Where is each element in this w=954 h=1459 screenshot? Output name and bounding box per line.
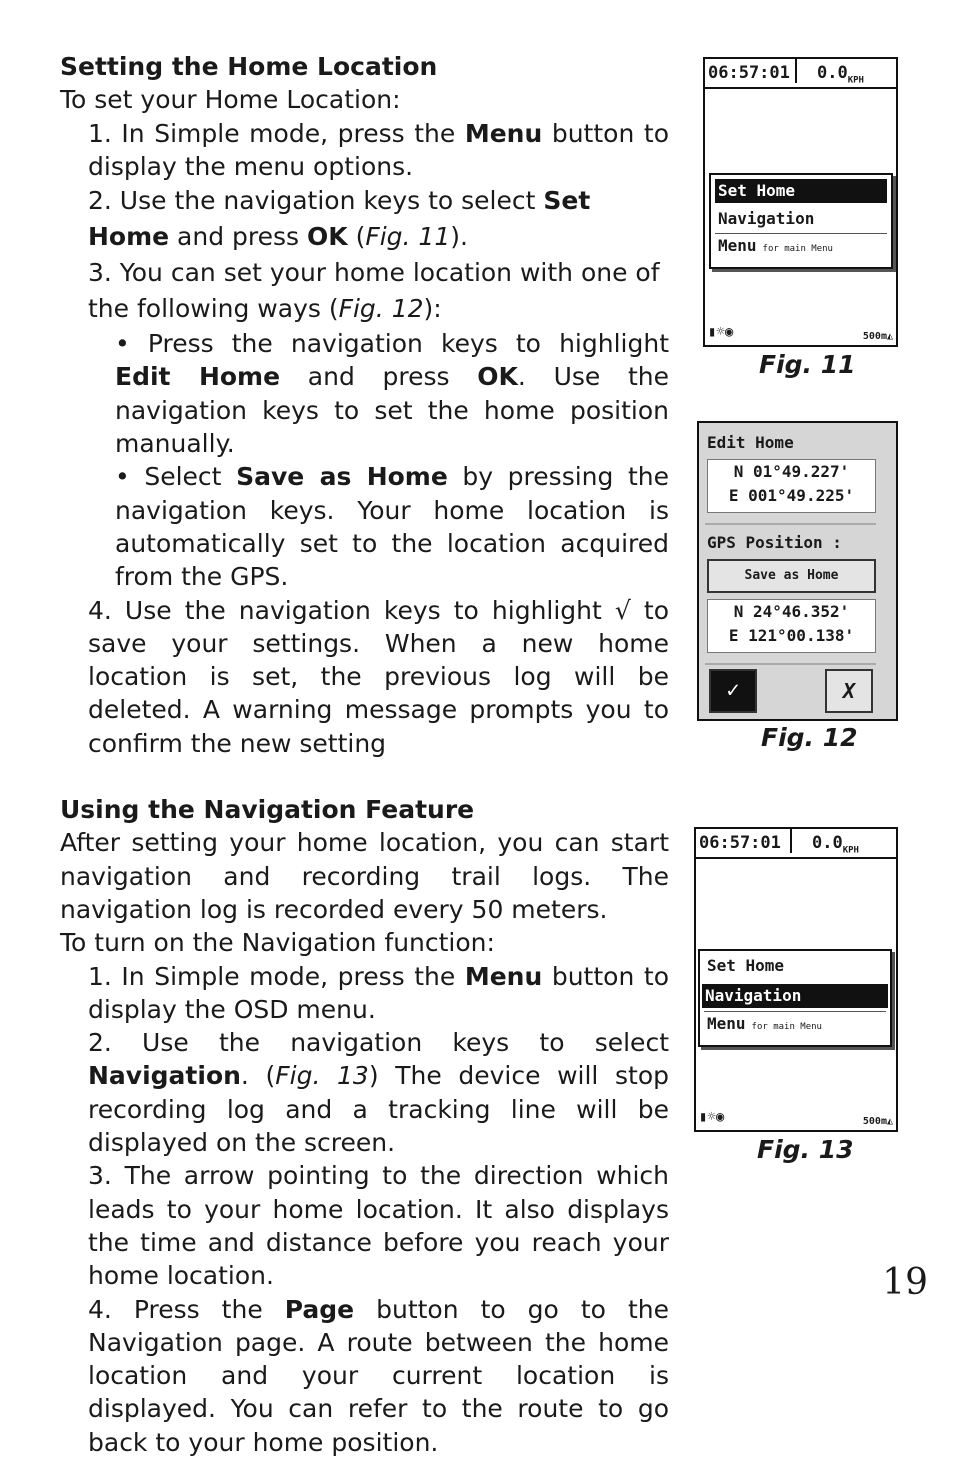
- figure-caption: Fig. 12: [761, 723, 858, 752]
- section-heading-navigation: Using the Navigation Feature: [60, 795, 475, 825]
- gps-lon: E 121°00.138': [728, 626, 855, 645]
- bullet-edit-home: • Press the navigation keys to highlight Edit Home and press OK. Use the navigation keys to set the home position manually.: [115, 329, 670, 459]
- clock: 06:57:01: [708, 63, 790, 83]
- bullet-save-as-home: • Select Save as Home by pressing the navigation keys. Your home location is automatically set to the location acquired from the GPS.: [115, 462, 670, 592]
- gps-position-label: GPS Position :: [707, 533, 842, 552]
- menu-item-navigation[interactable]: Navigation: [718, 209, 815, 228]
- scale-indicator: 500m◭: [862, 331, 893, 342]
- page-number: 19: [882, 1262, 928, 1303]
- home-coordinates[interactable]: [707, 459, 876, 513]
- menu-item-set-home[interactable]: Set Home: [707, 956, 785, 975]
- title-bar: [696, 829, 896, 859]
- figure-caption: Fig. 13: [757, 1135, 854, 1164]
- battery-icon: ▮☼◉: [708, 324, 734, 340]
- cancel-x-button[interactable]: X: [825, 669, 873, 713]
- status-bar: [708, 324, 893, 342]
- step-2: 2. Use the navigation keys to select Set Home and press OK (Fig. 11).: [88, 186, 591, 252]
- edit-home-title: Edit Home: [707, 433, 794, 452]
- confirm-check-button[interactable]: ✓: [709, 669, 757, 713]
- menu-item-menu[interactable]: Menu for main Menu: [704, 1011, 886, 1036]
- step-2: 2. Use the navigation keys to select Navigation. (Fig. 13) The device will stop recording log and a tracking line will be displayed on the screen.: [88, 1028, 669, 1158]
- fig12-edit-home-screen: [697, 421, 898, 721]
- paragraph: To set your Home Location:: [60, 85, 401, 115]
- speed: $0.0_{KPH}$: [790, 829, 859, 853]
- clock: 06:57:01: [699, 833, 781, 853]
- step-4: 4. Press the Page button to go to the Navigation page. A route between the home location and your current location is displayed. You can refer to the route to go back to your home position.: [88, 1294, 669, 1457]
- menu-item-navigation[interactable]: Navigation: [702, 984, 888, 1008]
- speed: $0.0_{KPH}$: [795, 59, 864, 83]
- paragraph: After setting your home location, you can start navigation and recording trail logs. The navigation log is recorded every 50 meters.: [60, 828, 669, 924]
- divider: [705, 523, 876, 525]
- menu-item-set-home[interactable]: Set Home: [715, 179, 887, 203]
- osd-menu: [698, 949, 892, 1047]
- fig11-device-screen: [703, 57, 898, 347]
- step-3: 3. You can set your home location with one of the following ways (Fig. 12):: [88, 258, 660, 324]
- save-as-home-button[interactable]: Save as Home: [707, 559, 876, 593]
- text-column: [60, 50, 669, 1459]
- gps-lat: N 24°46.352': [733, 602, 850, 621]
- status-bar: [699, 1109, 893, 1127]
- figure-caption: Fig. 11: [759, 350, 856, 379]
- home-lat: N 01°49.227': [733, 462, 850, 481]
- gps-coordinates: [707, 599, 876, 653]
- step-3: 3. The arrow pointing to the direction which leads to your home location. It also displays the time and distance before you reach your home location.: [88, 1161, 669, 1291]
- step-1: 1. In Simple mode, press the Menu button to display the OSD menu.: [88, 961, 669, 1024]
- menu-item-menu[interactable]: Menu for main Menu: [715, 233, 887, 258]
- fig13-device-screen: [694, 827, 898, 1132]
- paragraph: To turn on the Navigation function:: [60, 928, 495, 958]
- section-heading-home: Setting the Home Location: [60, 52, 438, 81]
- home-lon: E 001°49.225': [728, 486, 855, 505]
- scale-indicator: 500m◭: [862, 1116, 893, 1127]
- step-1: 1. In Simple mode, press the Menu button to display the menu options.: [88, 118, 669, 181]
- osd-menu: [709, 173, 893, 269]
- title-bar: [705, 59, 896, 89]
- step-4: 4. Use the navigation keys to highlight √ to save your settings. When a new home location is set, the previous log will be deleted. A warning message prompts you to confirm the new setting: [88, 595, 669, 758]
- battery-icon: ▮☼◉: [699, 1109, 725, 1125]
- divider: [705, 663, 876, 665]
